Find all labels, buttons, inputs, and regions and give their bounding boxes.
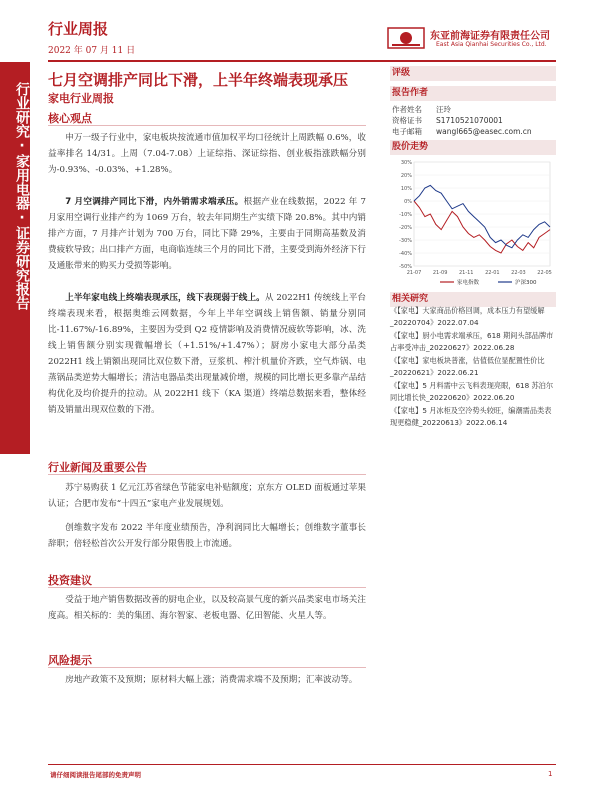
- analyst-key: 资格证书: [392, 116, 422, 125]
- paragraph-risk: 房地产政策不及预期；原材料大幅上涨；消费需求端不及预期；汇率波动等。: [65, 675, 358, 685]
- paragraph-advice: 受益于地产销售数据改善的厨电企业，以及较高景气度的新兴品类家电市场关注度高。相关标的：美的集团、海尔智家、老板电器、亿田智能、火星人等。: [48, 595, 366, 621]
- y-tick-label: -30%: [399, 238, 412, 244]
- x-tick-label: 22-01: [485, 270, 500, 276]
- section-core-heading: 核心观点: [48, 112, 92, 125]
- section-rule: [48, 667, 366, 668]
- series-line-沪深300: [414, 185, 550, 247]
- analyst-value: wangl665@easec.com.cn: [436, 127, 532, 136]
- x-tick-label: 21-11: [458, 270, 474, 276]
- related-item[interactable]: 《【家电】家电板块普涨，估值低位显配置性价比_20220621》2022.06.21: [390, 356, 545, 377]
- paragraph-ac: [48, 194, 366, 274]
- section-news-heading: 行业新闻及重要公告: [48, 461, 147, 474]
- footer-disclaimer: 请仔细阅读报告尾部的免责声明: [50, 771, 141, 779]
- related-item[interactable]: 《【家电】5 月冰柜及空冷势头较旺，编潮需品类表现更稳健_20220613》2022.06.14: [390, 406, 552, 427]
- paragraph-h1: [48, 290, 366, 418]
- paragraph-h1-body: 从 2022H1 传统线上平台终端表现来看，根据奥维云网数据，今年上半年空调线上销售额、销量分别同比-11.67%/-16.89%，主要因为受到 Q2 疫情影响及消费情况疲软等影响，冰、洗线上销售额分别实现微幅增长（+1.51%/+1.47%）；厨房小家电大部分品类 2022H1 线上销额出现同比双位数下滑，豆浆机、榨汁机量价齐跌，空气炸锅、电蒸锅品类逆势大幅增长；清洁电器品类出现量减价增，规模的同比增长更多靠产品结构优化及均价提升的拉动。从 2022H1 线下（KA 渠道）终端总数据来看，整体经销及销量出现双位数的下滑。: [48, 293, 366, 415]
- company-name-en: East Asia Qianhai Securities Co., Ltd.: [436, 41, 547, 48]
- page-number: 1: [548, 770, 553, 778]
- related-item[interactable]: 《【家电】厨小电需求端承压，618 期间头部品牌市占率受冲击_20220627》2022.06.28: [390, 331, 554, 352]
- analyst-row: [392, 126, 532, 137]
- section-rule: [48, 587, 366, 588]
- sidebar: [0, 62, 30, 454]
- related-heading: 相关研究: [390, 292, 556, 307]
- y-tick-label: 20%: [400, 173, 412, 179]
- section-advice-heading: 投资建议: [48, 574, 92, 587]
- paragraph-ac-body: 根据产业在线数据，2022 年 7 月家用空调行业排产约为 1069 万台，较去年同期生产实绩下降 20.8%。其中内销排产方面，7 月排产计划为 700 万台，同比下降 29%，主要由于同期高基数及消费疲软导致；出口排产方面，电商临连续三个月的同比下滑，主要受到海外经济下行及通胀带来的购买力受损等影响。: [48, 197, 366, 271]
- header-rule: [48, 60, 556, 62]
- page-title: 七月空调排产同比下滑，上半年终端表现承压: [48, 71, 349, 89]
- x-tick-label: 21-09: [432, 270, 448, 276]
- legend-label: 沪深300: [515, 280, 537, 286]
- related-item[interactable]: 《【家电】大家商品价格回调，成本压力有望缓解_20220704》2022.07.04: [390, 306, 545, 327]
- x-tick-label: 22-05: [537, 270, 552, 276]
- analyst-value: 汪玲: [436, 105, 451, 114]
- rating-heading: 评级: [390, 66, 556, 81]
- y-tick-label: 30%: [400, 160, 412, 166]
- y-tick-label: 0%: [404, 199, 412, 205]
- section-risk-heading: 风险提示: [48, 654, 92, 667]
- analyst-key: 作者姓名: [392, 105, 422, 114]
- section-rule: [48, 474, 366, 475]
- y-tick-label: -40%: [399, 251, 412, 257]
- y-tick-label: -50%: [399, 264, 412, 270]
- analyst-key: 电子邮箱: [392, 127, 422, 136]
- x-tick-label: 22-03: [511, 270, 526, 276]
- y-tick-label: -10%: [399, 212, 412, 218]
- paragraph-news-1: 苏宁易购获 1 亿元江苏省绿色节能家电补贴额度；京东方 OLED 面板通过苹果认证；合肥市发布“十四五”家电产业发展规划。: [48, 483, 366, 509]
- paragraph-h1-lead: 上半年家电线上终端表现承压，线下表现弱于线上。: [65, 293, 265, 303]
- analyst-row: [392, 104, 451, 115]
- paragraph-market: 申万一级子行业中，家电板块按流通市值加权平均口径统计上周跌幅 0.6%，收益率排名 14/31。上周（7.04-7.08）上证综指、深证综指、创业板指涨跌幅分别为-0.93%、-0.03%、+1.28%。: [48, 133, 366, 175]
- y-tick-label: 10%: [400, 186, 412, 192]
- y-tick-label: -20%: [399, 225, 412, 231]
- related-item[interactable]: 《【家电】5 月料需中云飞料表现亮眼，618 苏泊尔同比增长快_20220620》2022.06.20: [390, 381, 554, 402]
- legend-label: 家电指数: [457, 280, 480, 286]
- footer-rule: [48, 764, 556, 765]
- header-title: 行业周报: [48, 20, 109, 38]
- page-subtitle: 家电行业周报: [48, 92, 114, 105]
- paragraph-ac-lead: 7 月空调排产同比下滑，内外销需求端承压。: [65, 197, 244, 207]
- x-tick-label: 21-07: [406, 270, 422, 276]
- company-name-cn: 东亚前海证券有限责任公司: [430, 31, 550, 42]
- stock-trend-chart: [390, 156, 556, 290]
- related-list: [390, 305, 556, 430]
- section-rule: [48, 125, 366, 126]
- analyst-heading: 报告作者: [390, 86, 556, 101]
- analyst-row: [392, 115, 503, 126]
- report-date: 2022 年 07 月 11 日: [48, 46, 136, 56]
- company-logo-icon: [386, 26, 426, 50]
- analyst-value: S1710521070001: [436, 116, 503, 125]
- paragraph-news-2: 创维数字发布 2022 半年度业绩预告，净利润同比大幅增长；创维数字董事长辞职；倍轻松首次公开发行部分限售股上市流通。: [48, 523, 366, 549]
- trend-heading: 股价走势: [390, 140, 556, 155]
- sidebar-label: 行业研究·家用电器·证券研究报告: [14, 82, 30, 310]
